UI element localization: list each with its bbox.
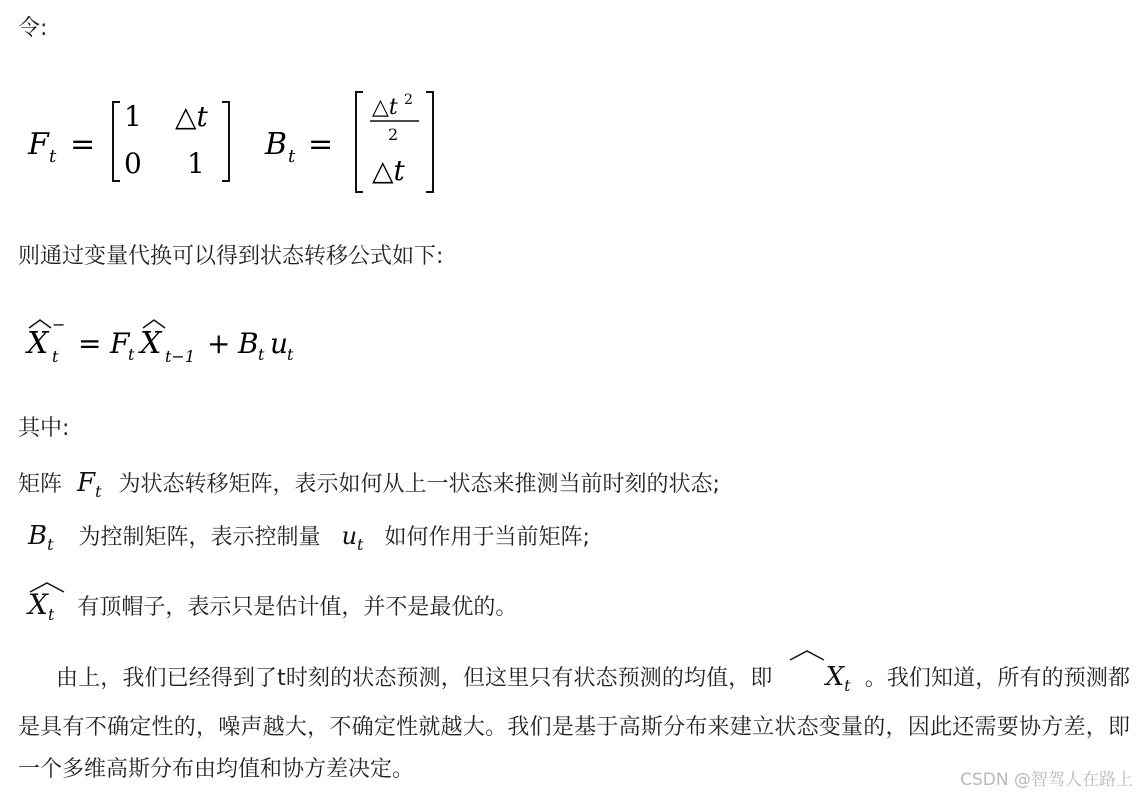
F-equals: = [70,127,96,162]
eq-u-sub: t [287,345,294,364]
B-equals: = [308,127,334,162]
B-right-bracket [426,92,433,192]
para-wide-hat-icon [788,648,826,662]
def-X-line [28,590,517,630]
eq-F: F [110,327,130,360]
eq-equals: = [78,327,102,360]
para-X-wrap [788,656,851,707]
B-subscript: t [288,146,296,167]
lhs-X: X [27,326,49,361]
B-row2: △t [372,154,405,187]
eq-X-sub: t−1 [165,347,196,366]
B-left-bracket [356,92,363,192]
para-X-sub: t [844,676,851,695]
def-B-text2: 如何作用于当前矩阵; [384,525,590,550]
where-label: 其中: [18,416,70,441]
def-B-u-sub: t [357,535,364,554]
eq-X: X [140,326,162,361]
csdn-watermark: CSDN @智驾人在路上 [960,770,1133,790]
para-X-var: X [825,662,845,692]
def-F-line [18,468,720,507]
lhs-sup: − [52,315,66,334]
para-part2: 。我们知道，所有的预测都是具有不确定性的，噪声越大，不确定性就越大。我们是基于高斯分布来建立状态变量的，因此还需要协方差，即一个多维高斯分布由均值和协方差决定。 [18,666,1130,782]
def-X-text: 有顶帽子，表示只是估计值，并不是最优的。 [77,595,518,620]
def-B-var: B [28,521,48,551]
B-num: △t [372,95,398,120]
B-num-sup: 2 [404,92,413,108]
def-F-prefix: 矩阵 [18,472,63,497]
def-X-sub: t [47,605,55,624]
lhs-sub: t [52,347,59,366]
def-X-var: X [28,588,48,621]
F-r2c1: 0 [124,147,142,180]
F-r1c2: △t [175,100,208,133]
F-r1c1: 1 [124,100,142,133]
F-symbol: F [28,127,49,162]
eq-u: u [270,327,289,360]
eq-B-sub: t [258,345,265,364]
F-right-bracket [222,102,229,181]
wide-hat-icon [28,580,66,594]
def-X-var-wrap [28,590,54,630]
eq-F-sub: t [128,345,135,364]
transition-equation [0,310,360,370]
def-F-text: 为状态转移矩阵，表示如何从上一状态来推测当前时刻的状态; [118,472,720,497]
B-den: 2 [388,125,399,144]
def-B-sub: t [47,535,54,554]
F-left-bracket [113,102,120,181]
derive-text: 则通过变量代换可以得到状态转移公式如下: [18,244,444,269]
matrix-equation [0,80,460,205]
def-B-u: u [341,522,358,550]
def-B-line [28,521,590,560]
F-subscript: t [49,146,57,167]
def-F-var: F [77,468,96,498]
def-F-sub: t [95,482,102,501]
eq-B: B [238,327,259,360]
intro-text: 令: [18,16,48,41]
eq-plus: + [207,327,231,360]
def-B-text1: 为控制矩阵，表示控制量 [78,525,321,550]
F-r2c2: 1 [187,147,205,180]
B-symbol: B [265,127,288,162]
para-part1: 由上，我们已经得到了t时刻的状态预测，但这里只有状态预测的均值，即 [56,666,773,691]
